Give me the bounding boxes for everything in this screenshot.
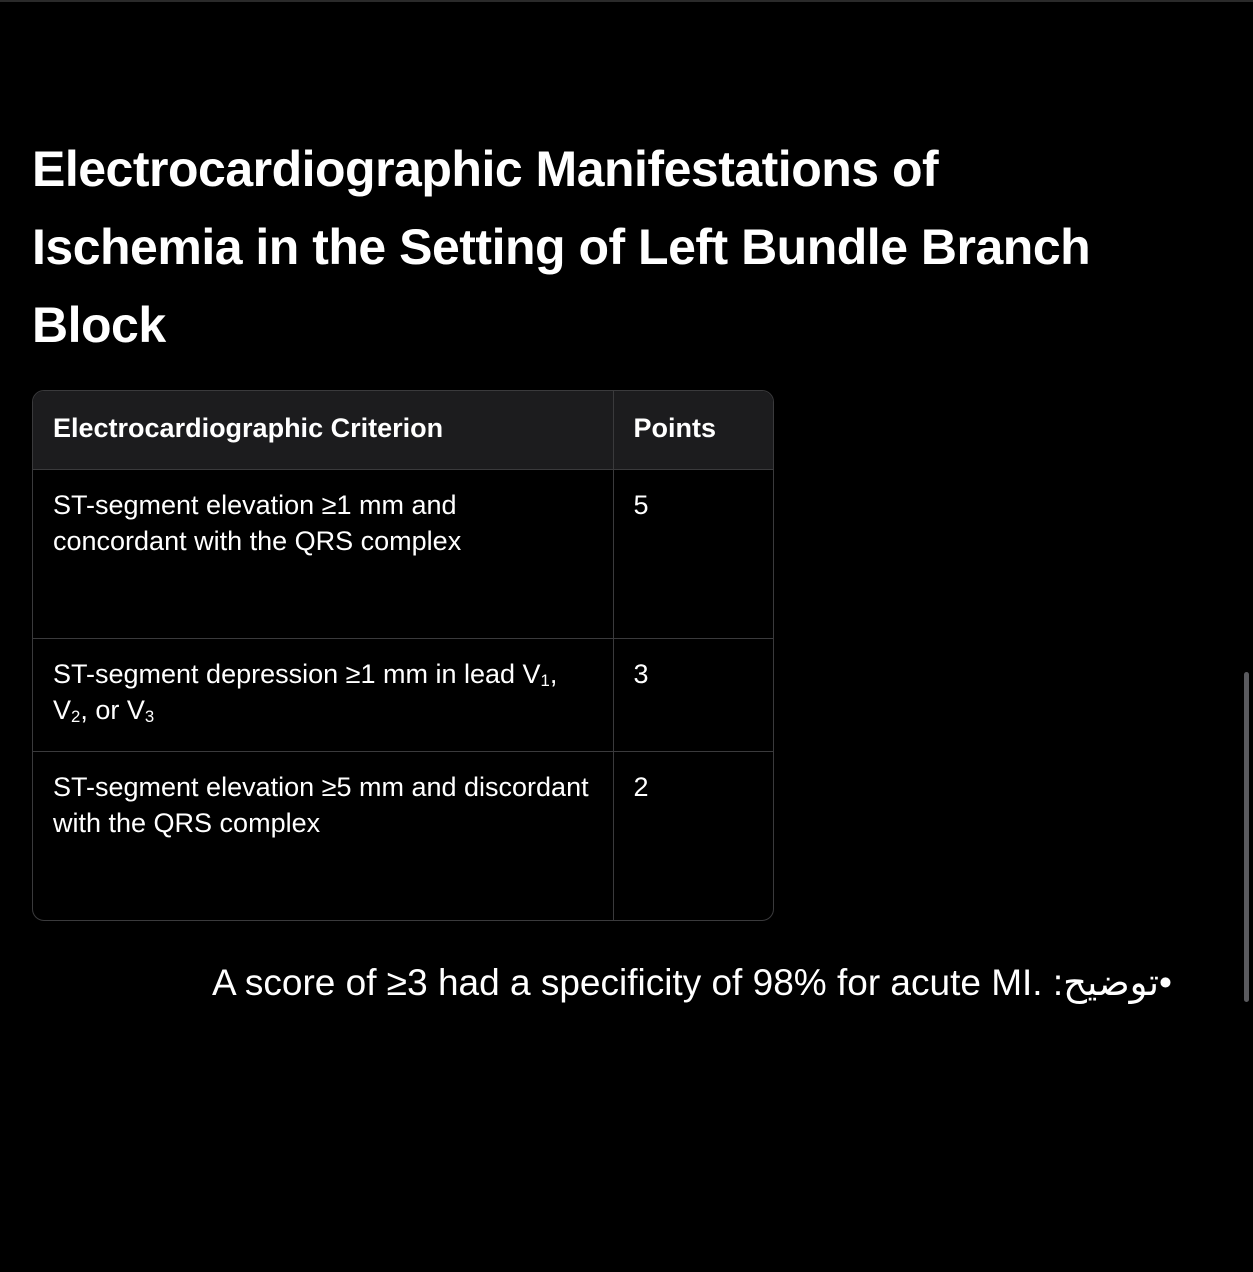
lead-v2-subscript: 2 [71, 706, 81, 726]
top-divider [0, 0, 1253, 2]
column-header-points: Points [613, 391, 773, 469]
table-header-row [33, 391, 773, 469]
page-title: Electrocardiographic Manifestations of Ischemia in the Setting of Left Bundle Branch Block [32, 141, 1091, 353]
cell-criterion: ST-segment elevation ≥5 mm and discordant with the QRS complex [33, 751, 613, 920]
table-row [33, 469, 773, 638]
column-header-criterion: Electrocardiographic Criterion [33, 391, 613, 469]
vertical-scrollbar[interactable] [1244, 672, 1249, 1002]
note-text-english: A score of ≥3 had a specificity of 98% for acute MI. [211, 961, 1043, 1003]
document-content [32, 130, 1192, 1008]
ecg-criteria-table [32, 390, 774, 921]
cell-criterion-mid1: , V [53, 658, 558, 725]
table-row [33, 638, 773, 751]
table-row [33, 751, 773, 920]
cell-points: 3 [613, 638, 773, 751]
lead-v3-subscript: 3 [144, 706, 155, 726]
cell-criterion-prefix: ST-segment depression ≥1 mm in lead V [53, 658, 541, 689]
note-label-arabic: •توضيح: [1052, 961, 1172, 1003]
lead-v1-subscript: 1 [540, 670, 550, 690]
cell-criterion: ST-segment elevation ≥1 mm and concordant with the QRS complex [33, 469, 613, 638]
cell-points: 5 [633, 489, 649, 520]
explanation-note [32, 957, 1172, 1008]
cell-points: 2 [613, 751, 773, 920]
cell-criterion [33, 638, 613, 751]
cell-criterion-mid2: , or V [80, 694, 145, 725]
